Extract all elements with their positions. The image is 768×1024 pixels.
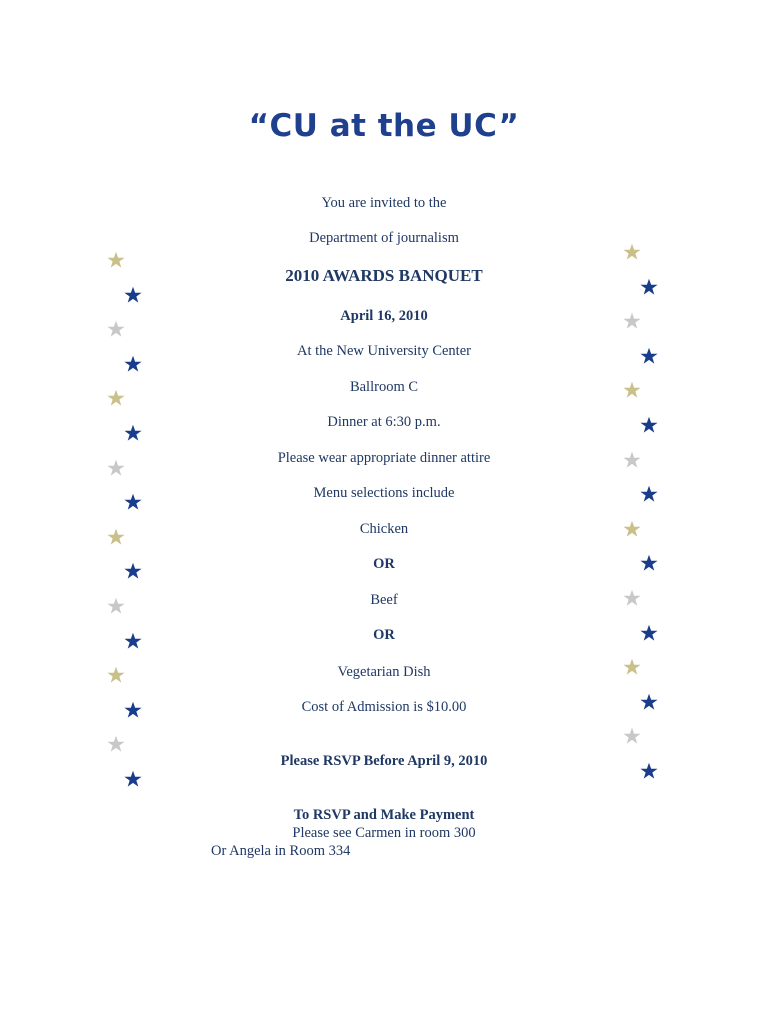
star-icon xyxy=(640,278,658,296)
menu-intro-line: Menu selections include xyxy=(313,485,455,501)
invitation-title: “CU at the UC” xyxy=(248,108,520,144)
star-icon xyxy=(623,381,641,399)
star-icon xyxy=(107,459,125,477)
star-icon xyxy=(107,320,125,338)
star-icon xyxy=(640,485,658,503)
event-date: April 16, 2010 xyxy=(340,308,428,324)
star-icon xyxy=(124,632,142,650)
star-icon xyxy=(107,735,125,753)
star-icon xyxy=(623,243,641,261)
star-icon xyxy=(640,762,658,780)
star-icon xyxy=(640,347,658,365)
star-icon xyxy=(124,770,142,788)
rsvp-contact-angela: Or Angela in Room 334 xyxy=(211,843,351,859)
invited-line: You are invited to the xyxy=(321,195,447,211)
event-title: 2010 AWARDS BANQUET xyxy=(285,266,483,285)
star-icon xyxy=(107,389,125,407)
menu-option-vegetarian: Vegetarian Dish xyxy=(337,664,431,680)
star-icon xyxy=(124,701,142,719)
star-icon xyxy=(640,554,658,572)
menu-or-separator: OR xyxy=(373,556,395,572)
star-icon xyxy=(640,693,658,711)
star-icon xyxy=(640,416,658,434)
rsvp-deadline-line: Please RSVP Before April 9, 2010 xyxy=(280,753,488,769)
star-icon xyxy=(124,493,142,511)
menu-or-separator: OR xyxy=(373,627,395,643)
star-icon xyxy=(124,562,142,580)
star-icon xyxy=(623,451,641,469)
star-icon xyxy=(623,727,641,745)
star-icon xyxy=(640,624,658,642)
star-icon xyxy=(124,355,142,373)
star-icon xyxy=(124,286,142,304)
star-icon xyxy=(623,658,641,676)
star-icon xyxy=(107,666,125,684)
room-line: Ballroom C xyxy=(349,379,419,395)
star-icon xyxy=(623,520,641,538)
venue-line: At the New University Center xyxy=(297,343,471,359)
dinner-time-line: Dinner at 6:30 p.m. xyxy=(327,414,441,430)
star-icon xyxy=(107,597,125,615)
attire-line: Please wear appropriate dinner attire xyxy=(277,450,491,466)
rsvp-contact-carmen: Please see Carmen in room 300 xyxy=(292,825,476,841)
star-icon xyxy=(124,424,142,442)
menu-option-beef: Beef xyxy=(370,592,398,608)
rsvp-heading: To RSVP and Make Payment xyxy=(293,807,475,823)
admission-cost-line: Cost of Admission is $10.00 xyxy=(301,699,467,715)
star-icon xyxy=(107,251,125,269)
star-icon xyxy=(623,312,641,330)
menu-option-chicken: Chicken xyxy=(359,521,409,537)
star-icon xyxy=(623,589,641,607)
department-line: Department of journalism xyxy=(309,230,459,246)
star-icon xyxy=(107,528,125,546)
